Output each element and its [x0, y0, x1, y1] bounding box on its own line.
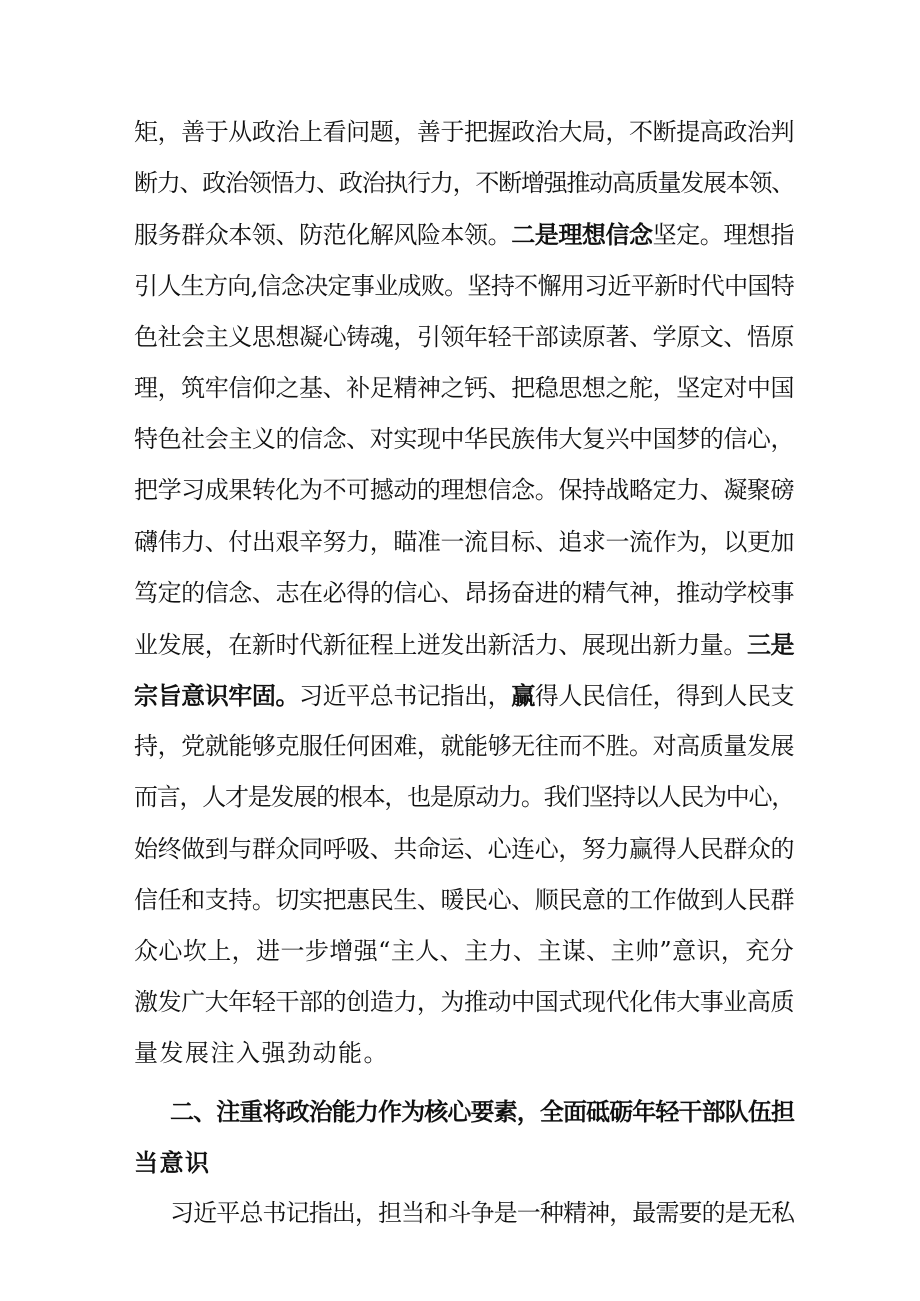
text-run: 矩，善于从政治上看问题，善于把握政治大局，不断提高政治判 [134, 118, 794, 146]
text-run: 而言，人才是发展的根本，也是原动力。我们坚持以人民为中心， [134, 783, 794, 812]
text-run: 始终做到与群众同呼吸、共命运、心连心，努力赢得人民群众的 [134, 834, 794, 863]
text-run: 服务群众本领、防范化解风险本领。 [134, 221, 512, 250]
section-heading-continued [134, 1137, 794, 1188]
text-line [134, 517, 794, 568]
text-line [134, 1188, 794, 1239]
text-line [134, 1028, 794, 1079]
text-line [134, 721, 794, 772]
text-run: 众心坎上，进一步增强“主人、主力、主谋、主帅”意识，充分 [134, 937, 794, 965]
text-run: 持，党就能够克服任何困难，就能够无往而不胜。对高质量发展 [134, 732, 794, 761]
text-run: 激发广大年轻干部的创造力，为推动中国式现代化伟大事业高质 [134, 988, 794, 1017]
subheading-purpose: 宗旨意识牢固。 [134, 681, 300, 711]
text-run: 礴伟力、付出艰辛努力，瞄准一流目标、追求一流作为，以更加 [134, 527, 794, 556]
body-text [134, 107, 794, 1239]
text-line [134, 977, 794, 1028]
text-run: 坚定。理想指 [652, 221, 795, 250]
text-line [134, 261, 794, 312]
text-run: 习近平总书记指出，担当和斗争是一种精神，最需要的是无私 [170, 1198, 794, 1227]
text-run: 量发展注入强劲动能。 [134, 1039, 389, 1068]
text-line [134, 772, 794, 823]
text-line [134, 670, 794, 721]
subheading-purpose-prefix: 三是 [746, 629, 795, 659]
text-run: 信任和支持。切实把惠民生、暖民心、顺民意的工作做到人民群 [134, 885, 794, 914]
section-heading-line-1: 二、注重将政治能力作为核心要素，全面砥砺年轻干部队伍担 [170, 1096, 794, 1126]
section-heading-line-2: 当意识 [134, 1147, 211, 1177]
text-line [134, 926, 794, 977]
text-run: 笃定的信念、志在必得的信心、昂扬奋进的精气神，推动学校事 [134, 578, 794, 607]
section-heading [134, 1086, 794, 1137]
text-run: 业发展，在新时代新征程上迸发出新活力、展现出新力量。 [134, 630, 747, 659]
text-line [134, 568, 794, 619]
text-run: 色社会主义思想凝心铸魂，引领年轻干部读原著、学原文、悟原 [134, 322, 794, 351]
text-run: 引人生方向,信念决定事业成败。坚持不懈用习近平新时代中国特 [134, 271, 794, 300]
text-run-bold: 赢 [511, 681, 535, 711]
text-run: 特色社会主义的信念、对实现中华民族伟大复兴中国梦的信心， [134, 425, 794, 454]
text-run: 习近平总书记指出， [299, 682, 512, 711]
text-line [134, 312, 794, 363]
text-line [134, 107, 794, 158]
text-line [134, 619, 794, 670]
text-line [134, 414, 794, 465]
subheading-ideals: 二是理想信念 [511, 220, 653, 250]
text-run: 理，筑牢信仰之基、补足精神之钙、把稳思想之舵，坚定对中国 [134, 373, 794, 402]
text-line [134, 363, 794, 414]
text-line [134, 875, 794, 926]
text-run: 把学习成果转化为不可撼动的理想信念。保持战略定力、凝聚磅 [134, 476, 794, 505]
text-run: 断力、政治领悟力、政治执行力，不断增强推动高质量发展本领、 [134, 169, 794, 198]
text-line [134, 824, 794, 875]
text-line [134, 465, 794, 516]
text-line [134, 158, 794, 209]
text-line [134, 209, 794, 260]
text-run: 得人民信任，得到人民支 [534, 682, 795, 711]
